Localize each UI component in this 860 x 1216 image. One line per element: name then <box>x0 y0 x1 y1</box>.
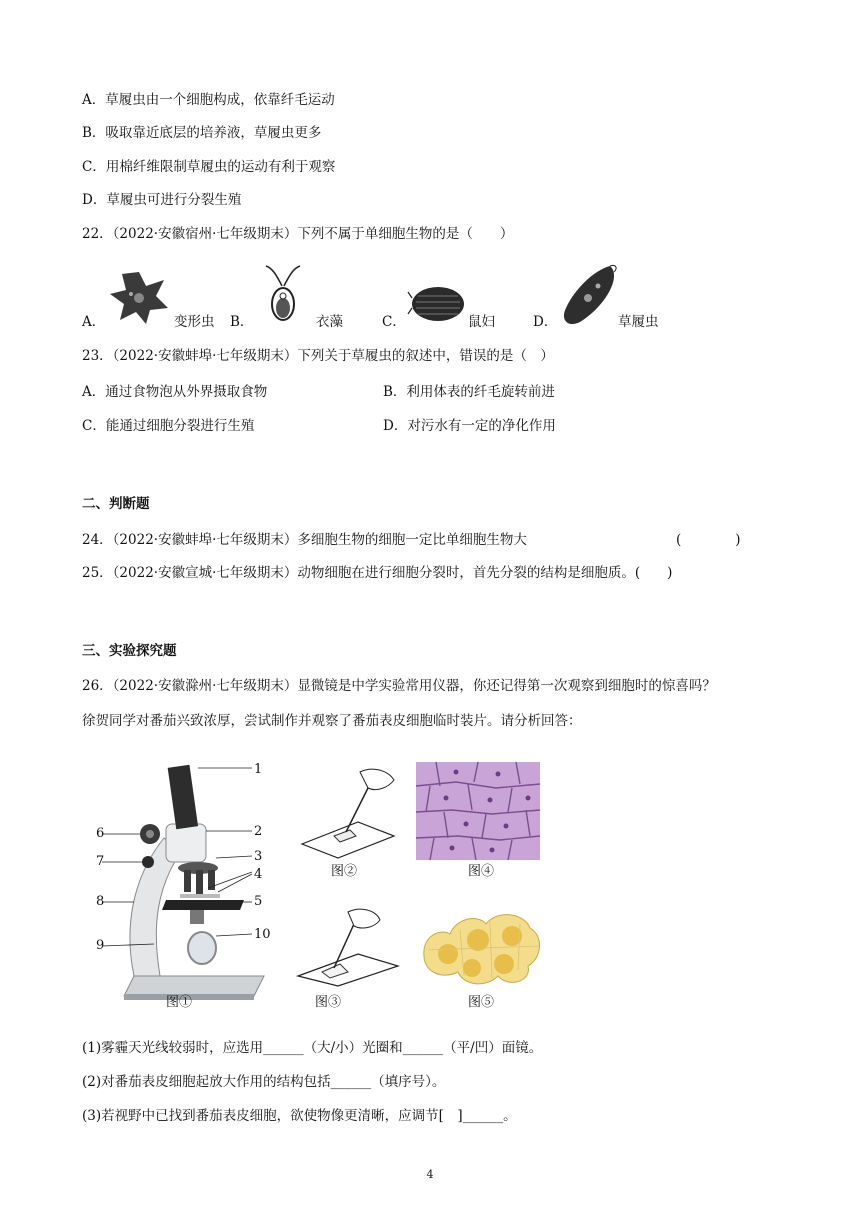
q23-option-a: A．通过食物泡从外界摄取食物 <box>82 384 268 400</box>
q23-option-b: B．利用体表的纤毛旋转前进 <box>383 384 555 400</box>
q21-option-a: A．草履虫由一个细胞构成，依靠纤毛运动 <box>82 92 335 108</box>
q26-sub1: (1)雾霾天光线较弱时，应选用______（大/小）光圈和______（平/凹）面镜。 <box>82 1040 543 1056</box>
q26-stem-line-2: 徐贺同学对番茄兴致浓厚，尝试制作并观察了番茄表皮细胞临时装片。请分析回答： <box>82 713 582 729</box>
microscope-label-3: 3 <box>254 849 263 864</box>
q23-stem: 23．（2022·安徽蚌埠·七年级期末）下列关于草履虫的叙述中，错误的是（ ） <box>82 348 554 364</box>
epidermal-cells-figure <box>416 762 540 860</box>
q25-text: 25．（2022·安徽宣城·七年级期末）动物细胞在进行细胞分裂时，首先分裂的结构是细胞质。( ) <box>82 565 673 581</box>
microscope-label-10: 10 <box>254 927 271 942</box>
paramecium-image <box>560 262 620 328</box>
figure-4-caption: 图④ <box>468 864 495 879</box>
chlamydomonas-image <box>262 264 304 326</box>
q23-option-d: D．对污水有一定的净化作用 <box>383 418 556 434</box>
microscope-label-7: 7 <box>96 854 105 869</box>
q21-option-c: C．用棉纤维限制草履虫的运动有利于观察 <box>82 159 336 175</box>
q26-sub2: (2)对番茄表皮细胞起放大作用的结构包括______（填序号）。 <box>82 1074 446 1090</box>
amoeba-image <box>106 266 172 328</box>
microscope-label-8: 8 <box>96 894 105 909</box>
figure-1-caption: 图① <box>166 995 193 1010</box>
q22-option-c-letter: C． <box>382 314 406 330</box>
tomato-cells-figure <box>420 906 544 988</box>
slide-specimen-figure <box>298 766 398 858</box>
page-number: 4 <box>426 1168 434 1181</box>
figure-3-caption: 图③ <box>315 995 342 1010</box>
microscope-label-2: 2 <box>254 824 263 839</box>
q22-option-a-letter: A． <box>82 314 106 330</box>
microscope-label-1: 1 <box>254 762 263 777</box>
q22-option-b-label: 衣藻 <box>316 314 343 330</box>
q22-stem: 22．（2022·安徽宿州·七年级期末）下列不属于单细胞生物的是（ ） <box>82 226 514 242</box>
woodlouse-image <box>408 282 466 324</box>
q22-option-c-label: 鼠妇 <box>468 314 495 330</box>
q22-option-a-label: 变形虫 <box>174 314 215 330</box>
q23-option-c: C．能通过细胞分裂进行生殖 <box>82 418 255 434</box>
q22-option-b-letter: B． <box>230 314 254 330</box>
microscope-label-6: 6 <box>96 826 105 841</box>
microscope-figure <box>94 758 284 1008</box>
figure-5-caption: 图⑤ <box>468 995 495 1010</box>
coverslip-figure <box>296 906 400 986</box>
q22-option-d-letter: D． <box>533 314 558 330</box>
q21-option-b: B．吸取靠近底层的培养液，草履虫更多 <box>82 125 322 141</box>
section-3-title: 三、实验探究题 <box>82 643 177 659</box>
microscope-label-5: 5 <box>254 894 263 909</box>
section-2-title: 二、判断题 <box>82 496 150 512</box>
figure-2-caption: 图② <box>331 864 358 879</box>
q22-option-d-label: 草履虫 <box>618 314 659 330</box>
microscope-label-9: 9 <box>96 938 105 953</box>
q26-stem-line-1: 26．（2022·安徽滁州·七年级期末）显微镜是中学实验常用仪器，你还记得第一次观察到细胞时的惊喜吗？ <box>82 678 716 694</box>
q24-text: 24．（2022·安徽蚌埠·七年级期末）多细胞生物的细胞一定比单细胞生物大 <box>82 532 527 548</box>
q21-option-d: D．草履虫可进行分裂生殖 <box>82 192 242 208</box>
microscope-label-4: 4 <box>254 867 263 882</box>
q26-sub3: (3)若视野中已找到番茄表皮细胞，欲使物像更清晰，应调节[ ]______。 <box>82 1108 517 1124</box>
q24-answer-paren: ( ) <box>676 532 741 548</box>
